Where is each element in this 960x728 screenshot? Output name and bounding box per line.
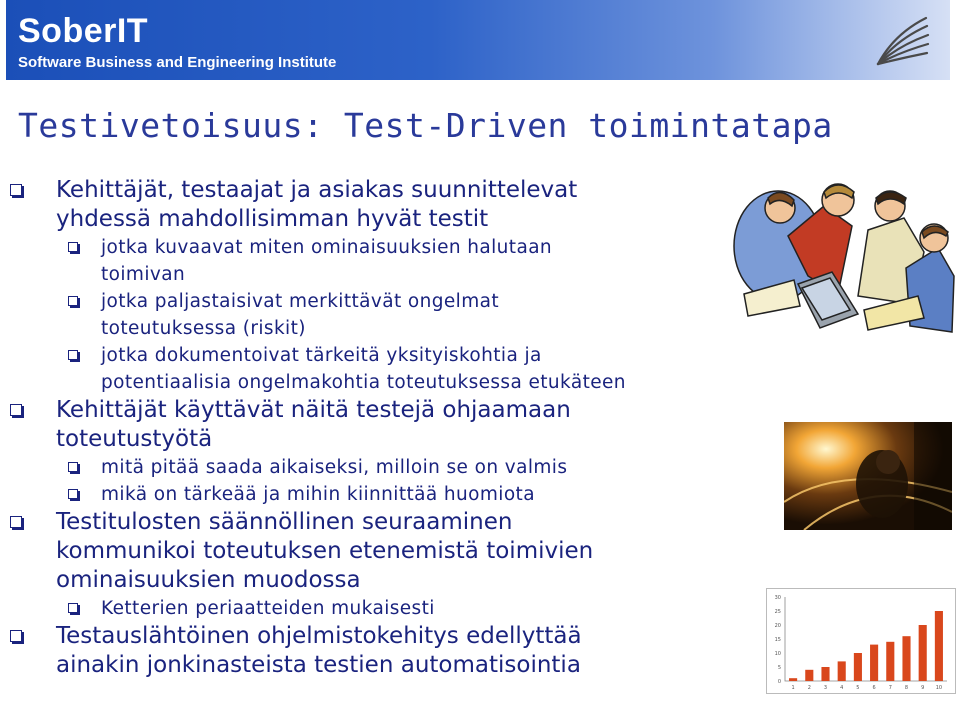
x-tick-label: 8 (904, 685, 909, 691)
square-bullet-icon (10, 184, 22, 196)
x-tick-label: 5 (856, 685, 860, 691)
x-tick-label: 6 (872, 685, 876, 691)
bullet-item (0, 508, 760, 595)
square-bullet-icon (68, 296, 78, 306)
sub-bullet-item (0, 481, 760, 508)
x-tick-label: 7 (888, 685, 892, 691)
bullet-text-line: yhdessä mahdollisimman hyvät testit (56, 206, 489, 232)
square-bullet-icon (68, 603, 78, 613)
logo-name: SoberIT (18, 12, 149, 50)
x-tick-label: 10 (935, 685, 943, 691)
technology-photo (784, 422, 952, 530)
square-bullet-icon (10, 404, 22, 416)
bullet-text-line: Testauslähtöinen ohjelmistokehitys edellyttää (56, 623, 582, 649)
bullet-item (0, 176, 760, 234)
logo-subtitle: Software Business and Engineering Institute (18, 54, 337, 71)
bullet-text-line: ainakin jonkinasteista testien automatisointia (56, 652, 581, 678)
chart-bar (919, 625, 927, 681)
chart-bar (870, 645, 878, 681)
bullet-text-line: toteutustyötä (56, 426, 213, 452)
chart-bar (821, 667, 829, 681)
header-banner (6, 0, 950, 80)
bullet-list (0, 176, 760, 680)
x-tick-label: 1 (791, 685, 795, 691)
bullet-item (0, 396, 760, 454)
y-tick-label: 20 (774, 623, 781, 629)
team-laptop-illustration (728, 176, 956, 336)
x-tick-label: 4 (840, 685, 844, 691)
y-tick-label: 10 (774, 651, 781, 657)
bullet-text-line: Kehittäjät käyttävät näitä testejä ohjaamaan (56, 397, 571, 423)
y-tick-label: 15 (774, 637, 781, 643)
bullet-text-line: kommunikoi toteutuksen etenemistä toimivien (56, 538, 594, 564)
x-tick-label: 2 (807, 685, 811, 691)
sub-bullet-text-line: jotka dokumentoivat tärkeitä yksityiskohtia ja (101, 345, 542, 366)
chart-bar (935, 611, 943, 681)
chart-bar (886, 642, 894, 681)
square-bullet-icon (68, 489, 78, 499)
sub-bullet-text-line: jotka kuvaavat miten ominaisuuksien halutaan (101, 237, 553, 258)
fan-lines-icon (872, 14, 930, 70)
chart-bar (805, 670, 813, 681)
square-bullet-icon (68, 242, 78, 252)
square-bullet-icon (68, 462, 78, 472)
chart-bar (854, 653, 862, 681)
sub-bullet-text-line: toimivan (101, 264, 186, 285)
square-bullet-icon (10, 516, 22, 528)
sub-bullet-item (0, 454, 760, 481)
square-bullet-icon (10, 630, 22, 642)
x-tick-label: 9 (921, 685, 925, 691)
y-tick-label: 0 (777, 679, 781, 685)
y-tick-label: 25 (774, 609, 781, 615)
sub-bullet-text-line: potentiaalisia ongelmakohtia toteutuksessa etukäteen (101, 372, 626, 393)
square-bullet-icon (68, 350, 78, 360)
sub-bullet-text-line: Ketterien periaatteiden mukaisesti (101, 598, 435, 619)
y-tick-label: 30 (774, 595, 781, 601)
sub-bullet-text-line: jotka paljastaisivat merkittävät ongelmat (101, 291, 500, 312)
slide-title: Testivetoisuus: Test-Driven toimintatapa (18, 106, 833, 145)
bullet-text-line: ominaisuuksien muodossa (56, 567, 361, 593)
sub-bullet-text-line: mikä on tärkeää ja mihin kiinnittää huomiota (101, 484, 535, 505)
x-tick-label: 3 (823, 685, 828, 691)
bullet-text-line: Kehittäjät, testaajat ja asiakas suunnittelevat (56, 177, 578, 203)
chart-bar (902, 636, 910, 681)
chart-bar (789, 678, 797, 681)
sub-bullet-item (0, 234, 760, 288)
bullet-item (0, 622, 760, 680)
sub-bullet-text-line: toteutuksessa (riskit) (101, 318, 306, 339)
y-tick-label: 5 (777, 665, 781, 671)
sub-bullet-item (0, 342, 760, 396)
bullet-text-line: Testitulosten säännöllinen seuraaminen (56, 509, 513, 535)
chart-bar (838, 661, 846, 681)
sub-bullet-item (0, 595, 760, 622)
progress-bar-chart (766, 588, 956, 694)
sub-bullet-text-line: mitä pitää saada aikaiseksi, milloin se on valmis (101, 457, 568, 478)
sub-bullet-item (0, 288, 760, 342)
